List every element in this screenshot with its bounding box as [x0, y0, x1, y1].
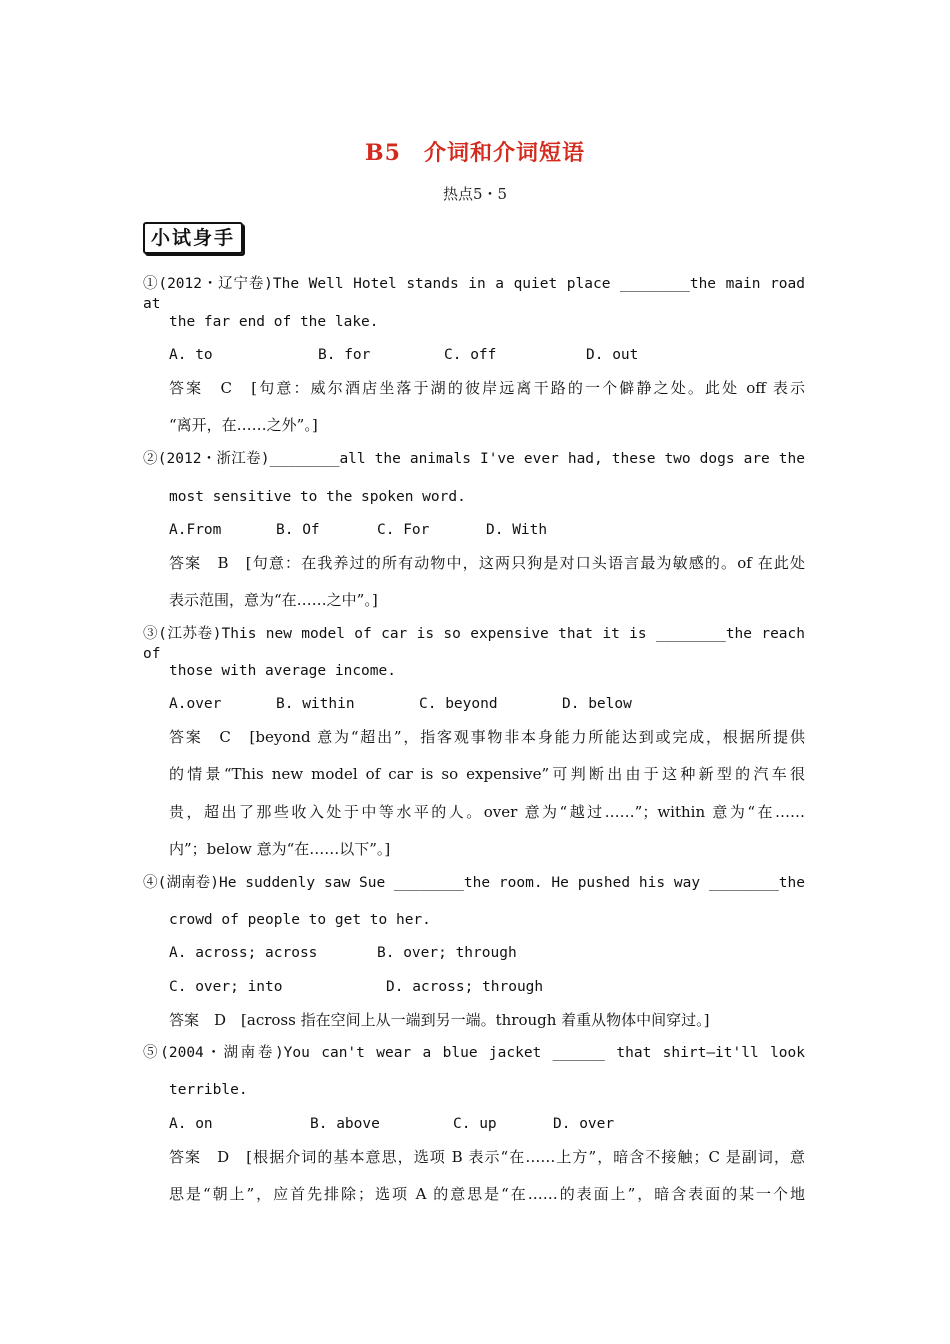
q1-option-d: D. out [586, 347, 639, 363]
q1-stem-line1: ①(2012・辽宁卷)The Well Hotel stands in a quiet place ________the main road at [143, 276, 805, 312]
q3-answer-line1: 答案 C [beyond 意为“超出”，指客观事物非本身能力所能达到或完成，根据所提供 [169, 728, 805, 746]
q3-answer-line4: 内”；below 意为“在……以下”。] [169, 840, 391, 858]
q3-answer-line3: 贵，超出了那些收入处于中等水平的人。over 意为“越过……”；within 意为“在…… [169, 803, 805, 821]
q3-option-a: A.over [169, 696, 222, 712]
q5-option-c: C. up [453, 1116, 497, 1132]
q4-stem-line1: ④(湖南卷)He suddenly saw Sue ________the room. He pushed his way ________the [143, 875, 805, 891]
q4-stem-line2: crowd of people to get to her. [169, 912, 431, 928]
q2-stem-line1: ②(2012・浙江卷)________all the animals I've ever had, these two dogs are the [143, 451, 805, 467]
q1-option-b: B. for [318, 347, 371, 363]
q4-answer-line1: 答案 D [across 指在空间上从一端到另一端。through 着重从物体中间穿过。] [169, 1011, 710, 1029]
q5-stem-line2: terrible. [169, 1082, 248, 1098]
q4-option-a: A. across; across [169, 945, 318, 961]
q4-option-d: D. across; through [386, 979, 544, 995]
q1-stem-line2: the far end of the lake. [169, 314, 379, 330]
q4-option-c: C. over; into [169, 979, 283, 995]
q5-answer-line2: 思是“朝上”，应首先排除；选项 A 的意思是“在……的表面上”，暗含表面的某一个地 [169, 1185, 805, 1203]
q3-option-d: D. below [562, 696, 632, 712]
q1-answer-line2: “离开，在……之外”。] [169, 416, 318, 434]
q5-stem-line1: ⑤(2004・湖南卷)You can't wear a blue jacket ______ that shirt—it'll look [143, 1045, 805, 1061]
q5-option-d: D. over [553, 1116, 615, 1132]
q2-stem-line2: most sensitive to the spoken word. [169, 489, 466, 505]
q2-option-b: B. Of [276, 522, 320, 538]
page-title: B5 介词和介词短语 [365, 140, 585, 166]
q3-stem-line2: those with average income. [169, 663, 396, 679]
q1-option-c: C. off [444, 347, 497, 363]
q5-option-a: A. on [169, 1116, 213, 1132]
section-badge: 小试身手 [143, 222, 243, 254]
q2-answer-line2: 表示范围，意为“在……之中”。] [169, 591, 378, 609]
q5-answer-line1: 答案 D [根据介词的基本意思，选项 B 表示“在……上方”，暗含不接触；C 是副词，意 [169, 1148, 805, 1166]
q2-option-d: D. With [486, 522, 548, 538]
q3-stem-line1: ③(江苏卷)This new model of car is so expensive that it is ________the reach of [143, 626, 805, 662]
q5-option-b: B. above [310, 1116, 380, 1132]
q3-option-c: C. beyond [419, 696, 498, 712]
q2-answer-line1: 答案 B [句意：在我养过的所有动物中，这两只狗是对口头语言最为敏感的。of 在此处 [169, 554, 805, 572]
q1-answer-line1: 答案 C [句意：威尔酒店坐落于湖的彼岸远离干路的一个僻静之处。此处 off 表示 [169, 379, 805, 397]
q1-option-a: A. to [169, 347, 213, 363]
q3-answer-line2: 的情景“This new model of car is so expensive”可判断出由于这种新型的汽车很 [169, 765, 805, 783]
q2-option-a: A.From [169, 522, 222, 538]
q2-option-c: C. For [377, 522, 430, 538]
page-subtitle: 热点5・5 [442, 185, 508, 203]
q3-option-b: B. within [276, 696, 355, 712]
q4-option-b: B. over; through [377, 945, 517, 961]
